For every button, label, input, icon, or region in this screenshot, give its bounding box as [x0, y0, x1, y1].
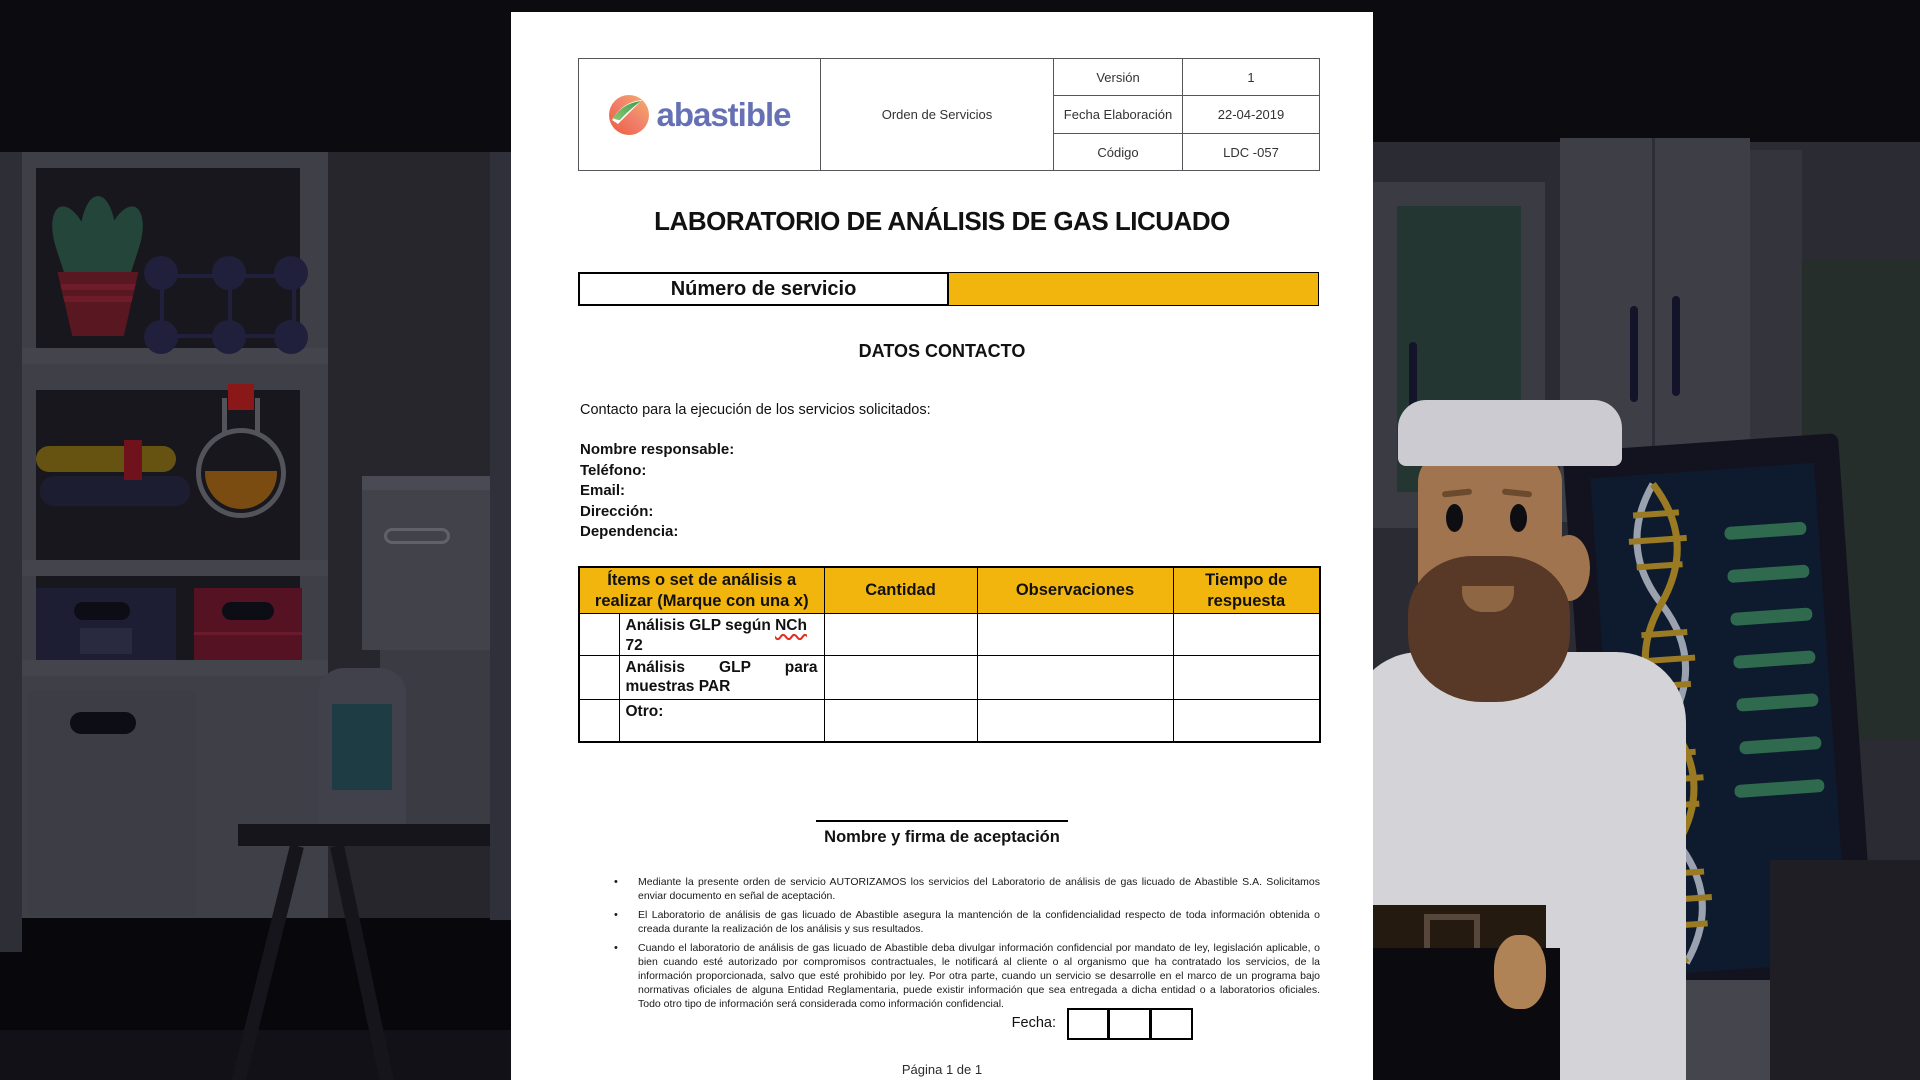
reagent-bottle-icon: [318, 668, 406, 826]
meta-value-fecha: 22-04-2019: [1183, 96, 1320, 134]
logo-cell: [579, 59, 821, 171]
fecha-label: Fecha:: [1011, 1015, 1056, 1031]
flask-icon: [196, 428, 286, 518]
item-text: Análisis GLP según: [625, 617, 776, 635]
lab-table: [238, 824, 511, 846]
contact-field-nombre: Nombre responsable:: [580, 441, 735, 458]
scientist-hand: [1494, 935, 1546, 1009]
waste-bin-icon: [28, 690, 196, 916]
item-label-row3: Otro:: [619, 700, 824, 742]
misspelled-word: NCh: [775, 617, 807, 635]
side-wall: [0, 152, 22, 952]
fecha-day-cell[interactable]: [1067, 1008, 1109, 1040]
meta-value-version: 1: [1183, 59, 1320, 96]
terms-bullet-list: [600, 875, 1320, 1016]
signature-heading: Nombre y firma de aceptación: [824, 828, 1060, 846]
contact-field-email: Email:: [580, 482, 626, 500]
service-number-label: Número de servicio: [578, 272, 949, 306]
dark-corner: [1770, 860, 1920, 1080]
page-number: Página 1 de 1: [901, 1062, 983, 1077]
scientist-beard: [1408, 556, 1570, 702]
check-cell-row3[interactable]: [579, 700, 619, 742]
flask-liquid: [205, 471, 277, 509]
abastible-logo-icon: [608, 94, 650, 136]
meta-label-fecha: Fecha Elaboración: [1054, 96, 1183, 134]
shelf-board: [22, 660, 328, 676]
meta-label-codigo: Código: [1054, 134, 1183, 171]
contact-field-direccion: Dirección:: [580, 502, 654, 520]
observaciones-cell-row3[interactable]: [977, 700, 1173, 742]
wall-pillar: [490, 152, 511, 920]
logo-wordmark: abastible: [656, 95, 791, 133]
right-ceiling: [1373, 0, 1920, 142]
check-cell-row2[interactable]: [579, 656, 619, 700]
scientist-eyebrow: [1502, 488, 1532, 497]
pot-stripe: [52, 296, 144, 302]
lab-machine-icon: [362, 490, 511, 650]
book-icon: [40, 476, 190, 506]
document-header-table: [578, 58, 1320, 171]
pot-stripe: [52, 284, 144, 290]
contact-field-telefono: Teléfono:: [580, 461, 647, 479]
shelf-board: [22, 560, 328, 576]
meta-label-version: Versión: [1054, 59, 1183, 96]
item-label-row2: Análisis GLP para muestras PAR: [619, 656, 824, 700]
document-title: LABORATORIO DE ANÁLISIS DE GAS LICUADO: [654, 206, 1230, 236]
book-icon: [36, 446, 176, 472]
tiempo-cell-row2[interactable]: [1173, 656, 1320, 700]
service-number-input[interactable]: [949, 272, 1319, 306]
cantidad-cell-row3[interactable]: [824, 700, 977, 742]
service-order-document: [511, 12, 1373, 1080]
tiempo-cell-row1[interactable]: [1173, 614, 1320, 656]
signature-line: [511, 820, 1373, 822]
scientist-eye: [1510, 504, 1527, 532]
fecha-month-cell[interactable]: [1109, 1008, 1151, 1040]
col-header-observaciones: Observaciones: [977, 567, 1173, 614]
tiempo-cell-row3[interactable]: [1173, 700, 1320, 742]
terms-bullet-1: • Mediante la presente orden de servicio AUTORIZAMOS los servicios del Laboratorio de análisis de gas licuado de Abastible S.A. Solicitamos enviar documento en señal de aceptación.: [600, 875, 1320, 903]
fecha-year-cell[interactable]: [1151, 1008, 1193, 1040]
abastible-logo: [583, 94, 816, 136]
storage-box-navy-icon: [36, 588, 176, 660]
contact-intro: Contacto para la ejecución de los servicios solicitados:: [580, 402, 931, 418]
storage-box-red-icon: [194, 588, 302, 660]
scientist-eyebrow: [1442, 488, 1472, 497]
bookmark-ribbon-icon: [124, 440, 142, 480]
service-number-row: [578, 272, 1319, 306]
col-header-cantidad: Cantidad: [824, 567, 977, 614]
contact-section-heading: DATOS CONTACTO: [858, 341, 1026, 361]
terms-bullet-2: • El Laboratorio de análisis de gas licuado de Abastible asegura la mantención de la confidencialidad respecto de toda información obtenida o creada durante la realización de los análisis y sus resultados.: [600, 908, 1320, 936]
cabinet-handle: [1672, 296, 1680, 396]
cantidad-cell-row1[interactable]: [824, 614, 977, 656]
col-header-items: Ítems o set de análisis a realizar (Marque con una x): [579, 567, 824, 614]
item-label-row1: [619, 614, 824, 656]
check-cell-row1[interactable]: [579, 614, 619, 656]
contact-fields: [580, 440, 734, 543]
scientist-eye: [1446, 504, 1463, 532]
cantidad-cell-row2[interactable]: [824, 656, 977, 700]
observaciones-cell-row1[interactable]: [977, 614, 1173, 656]
analysis-items-table: [578, 566, 1321, 743]
flask-cork-icon: [228, 384, 254, 410]
scientist-hard-hat: [1398, 400, 1622, 466]
col-header-tiempo: Tiempo de respuesta: [1173, 567, 1320, 614]
molecule-model-icon: [152, 268, 302, 346]
item-text: 72: [625, 636, 643, 654]
order-label-cell: Orden de Servicios: [821, 59, 1054, 171]
observaciones-cell-row2[interactable]: [977, 656, 1173, 700]
fecha-date-boxes: [1067, 1008, 1193, 1040]
cabinet-handle: [1630, 306, 1638, 402]
meta-value-codigo: LDC -057: [1183, 134, 1320, 171]
terms-bullet-3: • Cuando el laboratorio de análisis de gas licuado de Abastible deba divulgar información confidencial por mandato de ley, legislación aplicable, o bien cuando esté autorizado por compromisos contractuales, le notificará al cliente o al organismo que ha contratado los servicios, de la información proporcionada, salvo que esté prohibido por ley. Por otra parte, cuando un servicio se desarrolle en el marco de un programa bajo normativas oficiales de alguna Entidad Reglamentaria, puede existir información que sea entregada a dicha entidad o a laboratorios oficiales. Todo otro tipo de información será considerada como información confidencial.: [600, 941, 1320, 1011]
contact-field-dependencia: Dependencia:: [580, 523, 679, 541]
